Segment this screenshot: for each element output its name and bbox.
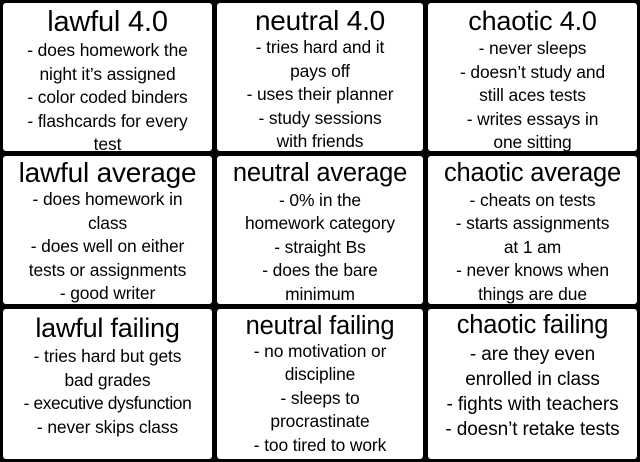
- description-line: - color coded binders: [27, 87, 188, 108]
- description-line: - straight Bs: [274, 236, 366, 257]
- description-line: - too tired to work: [253, 434, 387, 455]
- cell-neutral-average: [217, 156, 423, 304]
- description-line: - never knows when: [456, 260, 609, 281]
- description-line: - tries hard but gets: [33, 346, 182, 366]
- cell-description: [3, 345, 212, 439]
- cell-lawful-failing: [3, 309, 212, 459]
- cell-lawful-average: [3, 156, 212, 304]
- description-line: at 1 am: [503, 236, 562, 257]
- description-line: class: [87, 212, 128, 233]
- description-line: still aces tests: [479, 85, 586, 106]
- cell-title: lawful average: [18, 157, 197, 188]
- cell-chaotic-average: [428, 156, 637, 304]
- cell-description: [428, 189, 637, 305]
- description-line: - fights with teachers: [446, 393, 619, 415]
- description-line: with friends: [276, 131, 364, 151]
- description-line: - flashcards for every: [27, 110, 188, 131]
- cell-neutral-failing: [217, 309, 423, 459]
- description-line: - never sleeps: [478, 38, 587, 58]
- description-line: - does well on either: [30, 236, 185, 257]
- description-line: - starts assignments: [455, 213, 610, 234]
- description-line: - doesn’t study and: [459, 61, 606, 82]
- cell-description: [217, 340, 423, 458]
- description-line: - tries hard and it: [255, 37, 385, 57]
- cell-lawful-4-0: [3, 3, 212, 151]
- description-line: night it’s assigned: [39, 63, 176, 84]
- cell-title: lawful 4.0: [47, 6, 168, 38]
- description-line: one sitting: [493, 132, 572, 151]
- description-line: tests or assignments: [28, 259, 187, 280]
- description-line: homework category: [244, 213, 396, 234]
- description-line: - are they even: [469, 343, 596, 365]
- cell-title: neutral average: [232, 159, 408, 187]
- cell-title: chaotic failing: [456, 311, 609, 339]
- cell-title: neutral 4.0: [254, 5, 386, 36]
- description-line: things are due: [478, 283, 587, 304]
- description-line: procrastinate: [270, 411, 370, 432]
- description-line: - good writer: [59, 283, 156, 304]
- description-line: - writes essays in: [466, 108, 599, 129]
- cell-description: [428, 37, 637, 151]
- cell-description: [217, 189, 423, 305]
- description-line: discipline: [284, 364, 356, 385]
- cell-description: [3, 188, 212, 304]
- cell-chaotic-4-0: [428, 3, 637, 151]
- description-line: - study sessions: [258, 107, 382, 128]
- cell-description: [428, 342, 637, 442]
- description-line: pays off: [290, 60, 350, 81]
- cell-description: [3, 39, 212, 151]
- description-line: - cheats on tests: [469, 189, 596, 210]
- cell-neutral-4-0: [217, 3, 423, 151]
- cell-title: lawful failing: [35, 313, 180, 343]
- description-line: - doesn’t retake tests: [445, 418, 620, 440]
- description-line: - does homework the: [27, 40, 188, 60]
- description-line: - uses their planner: [246, 84, 394, 105]
- description-line: - does the bare: [262, 260, 378, 281]
- description-line: - never skips class: [36, 416, 179, 437]
- description-line: - no motivation or: [253, 340, 387, 361]
- description-line: - does homework in: [32, 189, 183, 209]
- cell-title: chaotic 4.0: [468, 6, 597, 36]
- description-line: enrolled in class: [465, 368, 600, 390]
- description-line: - 0% in the: [278, 189, 362, 210]
- cell-title: chaotic average: [443, 159, 622, 187]
- description-line: bad grades: [64, 369, 151, 390]
- description-line: test: [93, 134, 122, 151]
- description-line: - sleeps to: [280, 387, 360, 408]
- cell-chaotic-failing: [428, 309, 637, 459]
- cell-title: neutral failing: [245, 312, 395, 340]
- description-line: - executive dysfunction: [23, 393, 192, 414]
- description-line: minimum: [285, 283, 355, 304]
- cell-description: [217, 36, 423, 151]
